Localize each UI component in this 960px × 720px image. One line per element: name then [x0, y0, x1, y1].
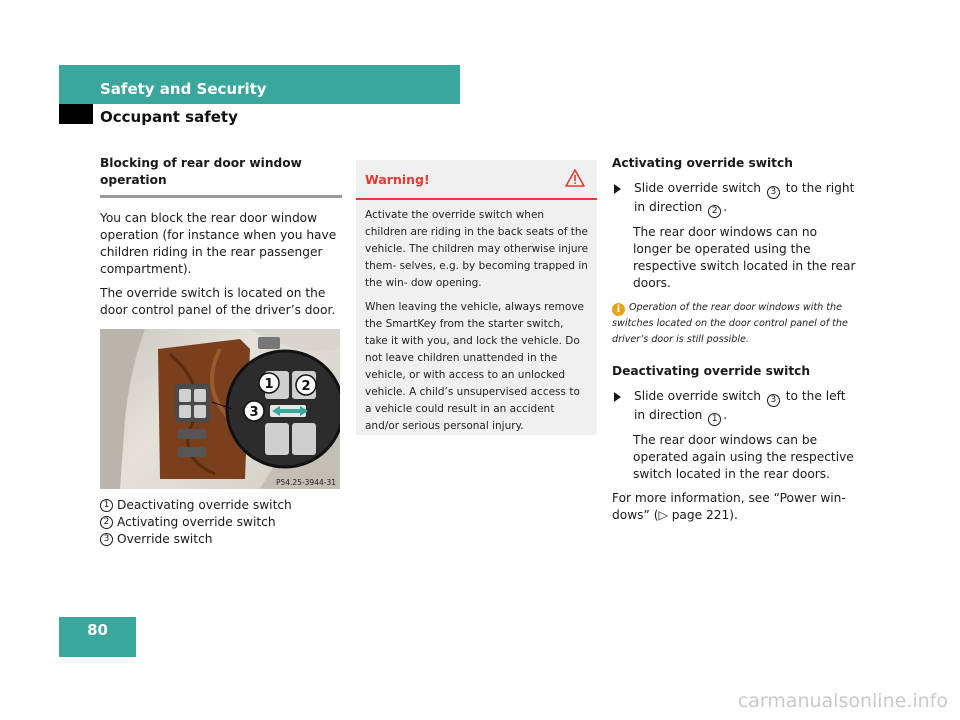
activate-step: [612, 180, 857, 218]
callout-2: 2: [301, 379, 311, 394]
deactivate-step-text: [634, 388, 857, 426]
step-number: 2: [708, 205, 721, 218]
warning-paragraph-1: Activate the override switch when children are riding in the back seats of the vehicle. The children may otherwise injure them- selves, e.g. by becoming trapped in the win- dow opening.: [365, 209, 589, 289]
warning-header: [356, 160, 597, 200]
step-number: 3: [767, 186, 780, 199]
activating-heading: Activating override switch: [612, 156, 793, 170]
step-text-b: to the left in direction: [634, 389, 846, 422]
legend-number: 2: [100, 516, 113, 529]
step-text-a: Slide override switch: [634, 389, 761, 403]
warning-paragraph-2: When leaving the vehicle, always remove the SmartKey from the starter switch, take it with you, and lock the vehicle. Do not leave children unattended in the vehicle, or with access to an unlocked vehicle. A child’s unsupervised access to a vehicle could result in an accident and/or serious personal injury.: [365, 301, 584, 432]
callout-3: 3: [249, 405, 259, 420]
deactivate-step: [612, 388, 857, 426]
step-text-c: .: [723, 200, 728, 214]
warning-body: [356, 200, 597, 435]
info-note: [612, 300, 857, 347]
activate-step-text: [634, 180, 857, 218]
activate-result: The rear door windows can no longer be operated using the respective switch located in the rear doors.: [633, 225, 856, 290]
page-number-box: [59, 617, 136, 657]
step-arrow-icon: [614, 392, 621, 402]
legend-item-2: [100, 514, 342, 531]
location-paragraph: The override switch is located on the door control panel of the driver’s door.: [100, 286, 336, 317]
step-text-b: to the right in direction: [634, 181, 855, 214]
door-panel-illustration: [100, 329, 340, 489]
step-text-a: Slide override switch: [634, 181, 761, 195]
left-column: [100, 155, 342, 548]
step-number: 1: [708, 413, 721, 426]
legend-item-1: [100, 497, 342, 514]
subsection-title: Occupant safety: [100, 108, 238, 126]
step-number: 3: [767, 394, 780, 407]
intro-paragraph: You can block the rear door window operation (for instance when you have children riding in the rear passenger compartment).: [100, 211, 337, 276]
warning-title: Warning!: [365, 172, 430, 187]
deactivate-result: The rear door windows can be operated again using the respective switch located in the rear doors.: [633, 433, 854, 481]
watermark: carmanualsonline.info: [737, 690, 948, 712]
callout-1: 1: [264, 377, 274, 392]
section-title: Safety and Security: [100, 80, 267, 98]
more-info-paragraph: For more information, see “Power win- dows” (▷ page 221).: [612, 491, 846, 522]
corner-mark: [59, 104, 93, 124]
legend-text: Activating override switch: [117, 515, 276, 529]
legend-text: Override switch: [117, 532, 213, 546]
deactivating-heading: Deactivating override switch: [612, 364, 811, 378]
step-text-c: .: [723, 408, 728, 422]
info-icon: i: [612, 303, 625, 316]
warning-triangle-icon: [565, 169, 585, 191]
legend-number: 3: [100, 533, 113, 546]
warning-box: [356, 160, 597, 435]
note-text: Operation of the rear door windows with the switches located on the door control panel of the driver’s door is still possible.: [612, 302, 848, 345]
figure-code: P54.25-3944-31: [275, 478, 336, 487]
legend-number: 1: [100, 499, 113, 512]
legend-item-3: [100, 531, 342, 548]
step-arrow-icon: [614, 184, 621, 194]
door-switch-figure: [100, 329, 340, 489]
legend-text: Deactivating override switch: [117, 498, 292, 512]
page-number: 80: [87, 621, 108, 639]
right-column: [612, 155, 857, 531]
blocking-heading: Blocking of rear door window operation: [100, 155, 342, 198]
